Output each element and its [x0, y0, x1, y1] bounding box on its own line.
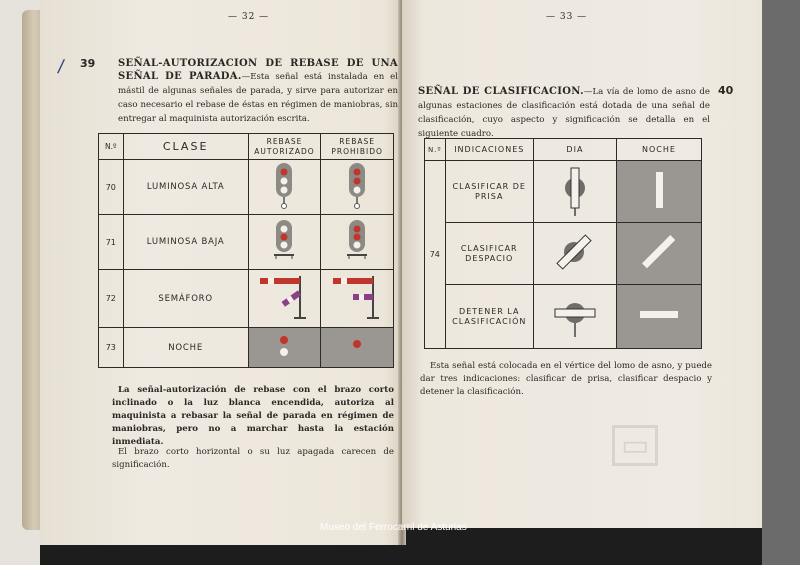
header-noche: NOCHE	[616, 139, 701, 161]
night-prisa-icon	[616, 161, 701, 223]
right-heading-title: SEÑAL DE CLASIFICACION.	[418, 86, 584, 97]
row-number: 70	[99, 160, 124, 215]
night-prohibido-icon	[321, 328, 394, 368]
faint-show-through-icon: ▭	[612, 425, 658, 466]
row-number: 73	[99, 328, 124, 368]
right-paragraph-1: Esta señal está colocada en el vértice del lomo de asno, y puede dar tres indicaciones: clasificar de prisa, clasificar despacio y detener la clasificación.	[420, 361, 712, 397]
rebase-signal-table	[98, 133, 394, 368]
left-heading-title: SEÑAL-AUTORIZACION DE REBASE DE UNA SEÑAL DE PARADA.	[118, 58, 398, 82]
signal-baja-prohibido-icon	[321, 215, 394, 270]
day-detener-icon	[533, 285, 616, 349]
table-row	[99, 270, 394, 328]
night-despacio-icon	[616, 223, 701, 285]
night-detener-icon	[616, 285, 701, 349]
pencil-mark-icon: /	[56, 55, 66, 78]
header-number: N.º	[99, 134, 124, 160]
signal-baja-autorizado-icon	[248, 215, 321, 270]
header-prohibido: REBASE PROHIBIDO	[321, 134, 394, 160]
right-heading-text: —La vía de lomo de asno de algunas estaciones de clasificación está dotada de una señal de clasificación, cuyo aspecto y significación se detalla en el siguiente cuadro.	[418, 87, 710, 139]
table-header-row	[425, 139, 702, 161]
row-clase: NOCHE	[123, 328, 248, 368]
header-indicaciones: INDICACIONES	[445, 139, 533, 161]
row-number: 71	[99, 215, 124, 270]
table-row	[425, 223, 702, 285]
header-dia: DIA	[533, 139, 616, 161]
row-clase: LUMINOSA ALTA	[123, 160, 248, 215]
day-despacio-icon	[533, 223, 616, 285]
right-heading	[418, 85, 710, 141]
table-row	[99, 160, 394, 215]
signal-alta-prohibido-icon	[321, 160, 394, 215]
row-number: 74	[425, 161, 446, 349]
section-number-39: 39	[80, 57, 96, 70]
day-prisa-icon	[533, 161, 616, 223]
left-paragraph-1: La señal-autorización de rebase con el brazo corto inclinado o la luz blanca encendida, autoriza al maquinista a rebasar la señal de parada en régimen de maniobras, pero no a marchar hasta la estación inmediata.	[112, 385, 394, 447]
row-clase: LUMINOSA BAJA	[123, 215, 248, 270]
row-number: 72	[99, 270, 124, 328]
right-page-number: — 33 —	[546, 12, 588, 22]
night-autorizado-icon	[248, 328, 321, 368]
semaphore-prohibido-icon	[321, 270, 394, 328]
table-row	[425, 285, 702, 349]
row-indicacion: CLASIFICAR DE PRISA	[445, 161, 533, 223]
signal-alta-autorizado-icon	[248, 160, 321, 215]
header-number: N.º	[425, 139, 446, 161]
left-paragraph-2: El brazo corto horizontal o su luz apagada carecen de significación.	[112, 447, 394, 470]
credit-watermark: Museo del Ferrocarril de Asturias	[320, 522, 467, 533]
table-row	[99, 328, 394, 368]
left-heading	[118, 57, 398, 126]
row-clase: SEMÁFORO	[123, 270, 248, 328]
section-number-40: 40	[718, 84, 734, 97]
header-clase: CLASE	[123, 134, 248, 160]
semaphore-autorizado-icon	[248, 270, 321, 328]
table-header-row	[99, 134, 394, 160]
background-right	[762, 0, 800, 565]
clasificacion-signal-table	[424, 138, 702, 349]
left-heading-text: —Esta señal está instalada en el mástil de algunas señales de parada, y sirve para autorizar en caso necesario el rebase de éstas en régimen de maniobras, sin entregar al maquinista autorización escrita.	[118, 72, 398, 124]
header-autorizado: REBASE AUTORIZADO	[248, 134, 321, 160]
table-row	[425, 161, 702, 223]
table-row	[99, 215, 394, 270]
left-page-number: — 32 —	[228, 12, 270, 22]
row-indicacion: CLASIFICAR DESPACIO	[445, 223, 533, 285]
row-indicacion: DETENER LA CLASIFICACIÓN	[445, 285, 533, 349]
